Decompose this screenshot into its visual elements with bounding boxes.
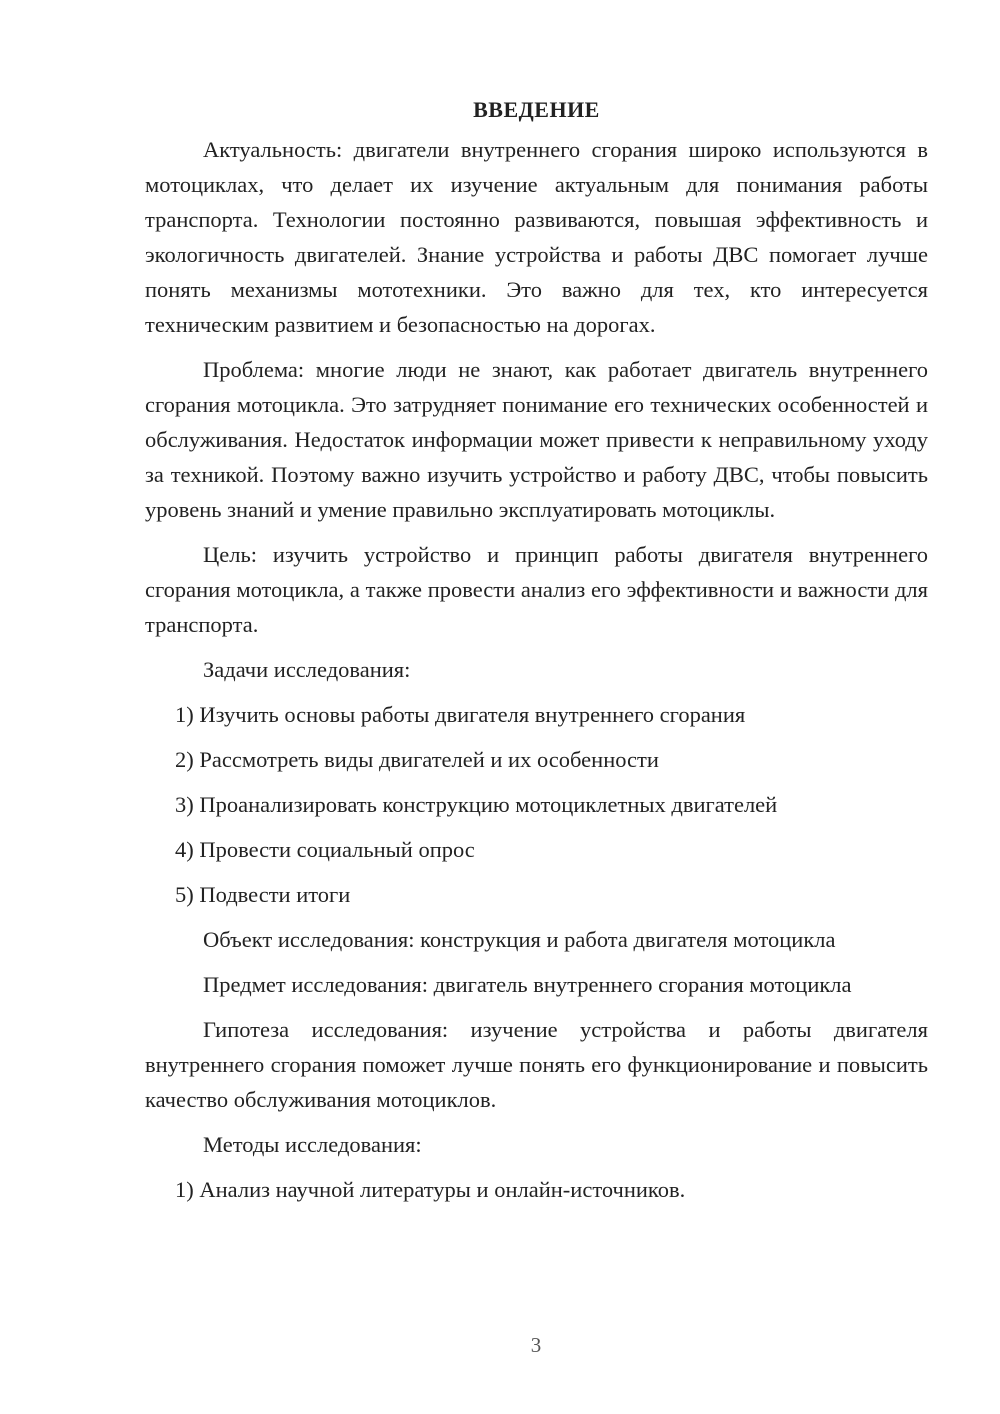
document-page xyxy=(145,92,928,1207)
method-item: 1) Анализ научной литературы и онлайн-источников. xyxy=(175,1177,686,1202)
section-heading: ВВЕДЕНИЕ xyxy=(473,97,600,122)
research-object: Объект исследования: конструкция и работа двигателя мотоцикла xyxy=(203,927,836,952)
goal-paragraph: Цель: изучить устройство и принцип работы двигателя внутреннего сгорания мотоцикла, а также провести анализ его эффективности и важности для транспорта. xyxy=(145,542,928,637)
page-number: 3 xyxy=(530,1333,542,1357)
task-item: 5) Подвести итоги xyxy=(175,882,351,907)
task-item: 4) Провести социальный опрос xyxy=(175,837,475,862)
task-item: 2) Рассмотреть виды двигателей и их особенности xyxy=(175,747,659,772)
tasks-title: Задачи исследования: xyxy=(203,657,411,682)
task-item: 3) Проанализировать конструкцию мотоциклетных двигателей xyxy=(175,792,778,817)
research-subject: Предмет исследования: двигатель внутреннего сгорания мотоцикла xyxy=(203,972,852,997)
relevance-paragraph: Актуальность: двигатели внутреннего сгорания широко используются в мотоциклах, что делает их изучение актуальным для понимания работы транспорта. Технологии постоянно развиваются, повышая эффективность и экологичность двигателей. Знание устройства и работы ДВС помогает лучше понять механизмы мототехники. Это важно для тех, кто интересуется техническим развитием и безопасностью на дорогах. xyxy=(145,137,928,337)
methods-title: Методы исследования: xyxy=(203,1132,422,1157)
hypothesis-paragraph: Гипотеза исследования: изучение устройства и работы двигателя внутреннего сгорания поможет лучше понять его функционирование и повысить качество обслуживания мотоциклов. xyxy=(145,1017,928,1112)
task-item: 1) Изучить основы работы двигателя внутреннего сгорания xyxy=(175,702,746,727)
problem-paragraph: Проблема: многие люди не знают, как работает двигатель внутреннего сгорания мотоцикла. Это затрудняет понимание его технических особенностей и обслуживания. Недостаток информации может привести к неправильному уходу за техникой. Поэтому важно изучить устройство и работу ДВС, чтобы повысить уровень знаний и умение правильно эксплуатировать мотоциклы. xyxy=(145,357,928,522)
